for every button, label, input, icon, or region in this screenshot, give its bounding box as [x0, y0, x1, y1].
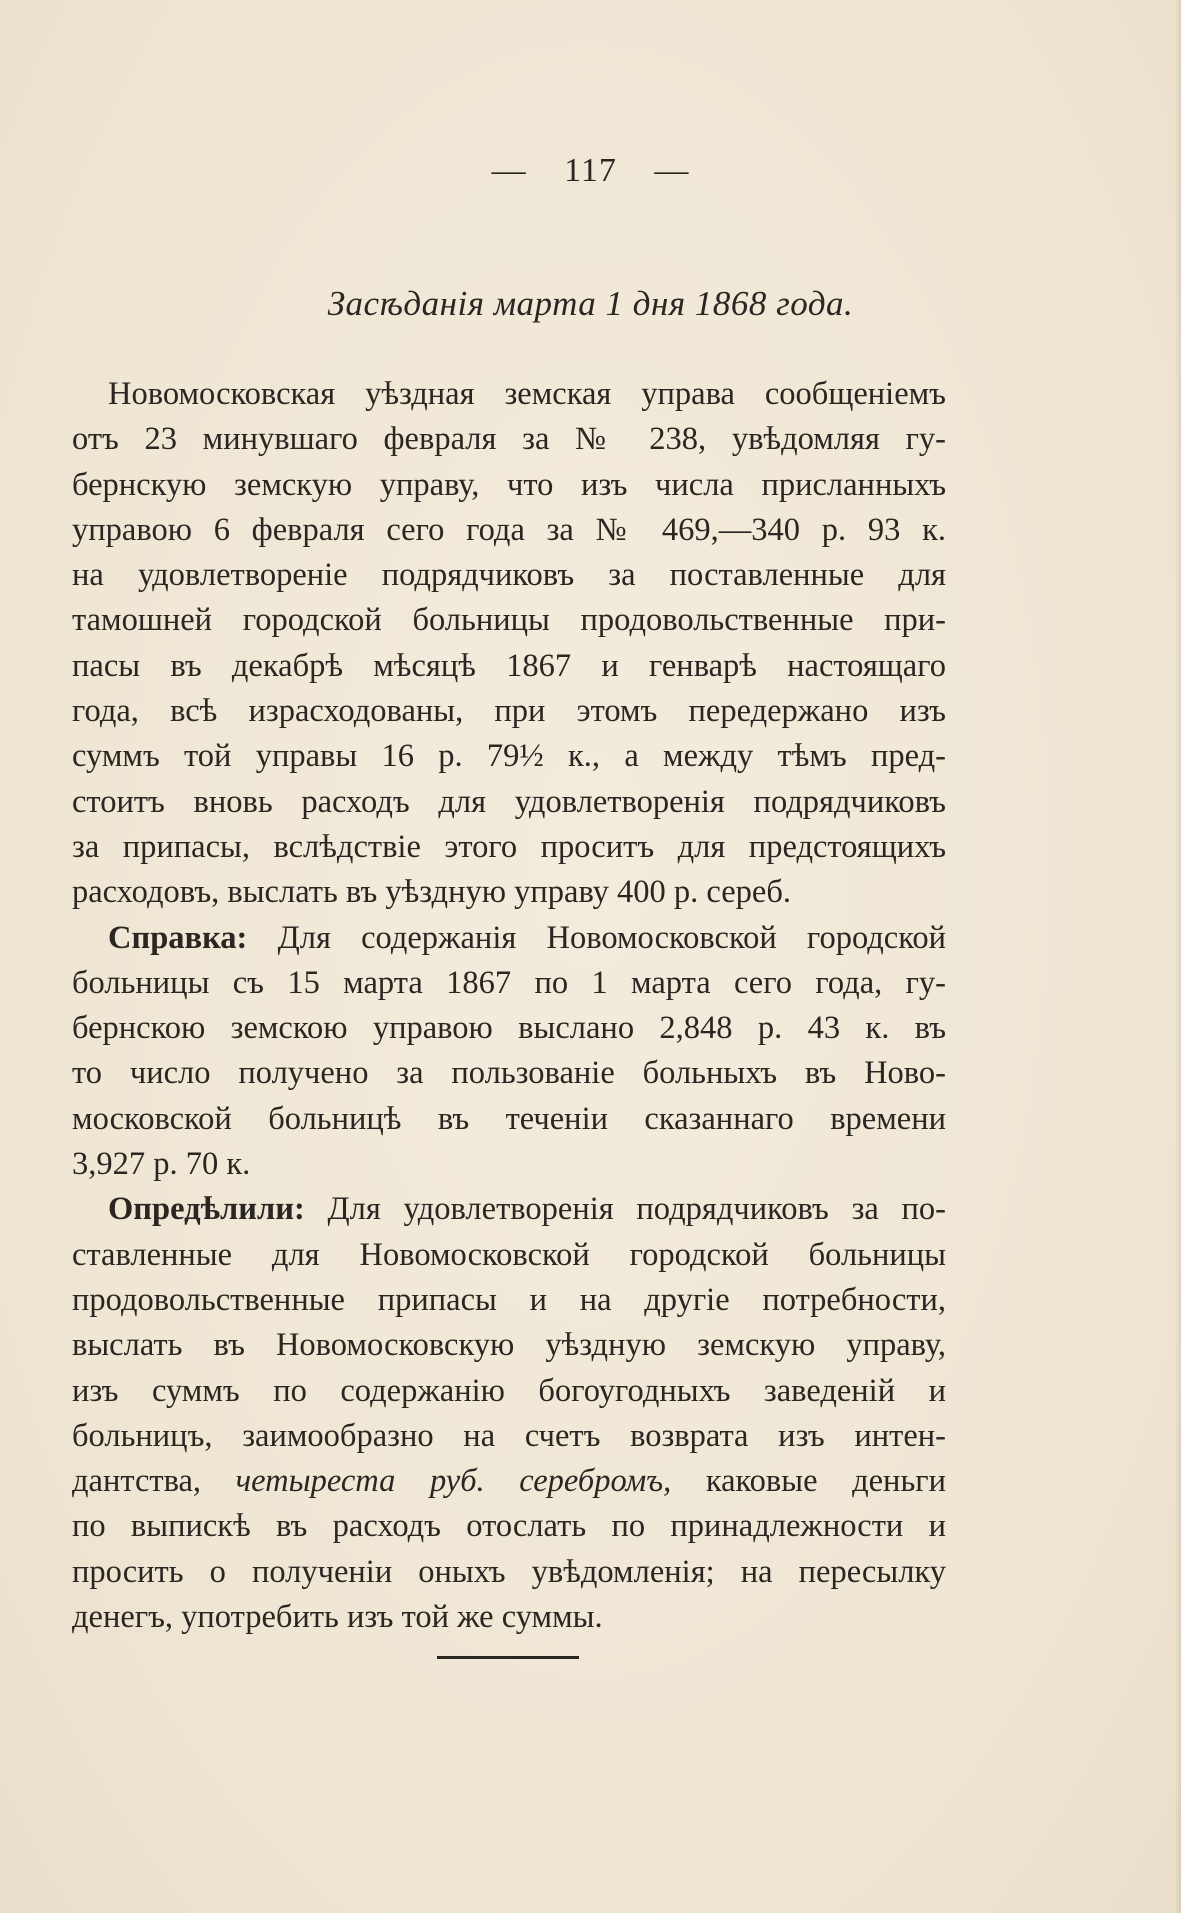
text-line: 3,927 р. 70 к. — [72, 1146, 251, 1183]
page-edge-shadow — [1175, 0, 1181, 1913]
text-line: больницы съ 15 марта 1867 по 1 марта сего года, гу- — [72, 964, 946, 1001]
text-line: пасы въ декабрѣ мѣсяцѣ 1867 и генварѣ настоящаго — [72, 647, 946, 684]
text-line: бернскою земскою управою выслано 2,848 р. 43 к. въ — [72, 1010, 946, 1047]
header-dash-left: — — [491, 152, 527, 189]
text-line: то число получено за пользованіе больныхъ въ Ново- — [72, 1055, 946, 1092]
page-number: 117 — [564, 152, 617, 189]
text-line: Новомосковская уѣздная земская управа сообщеніемъ — [108, 376, 946, 412]
text-line: тамошней городской больницы продовольственные при- — [72, 602, 946, 639]
text-line: года, всѣ израсходованы, при этомъ передержано изъ — [72, 693, 946, 730]
resolution-first-text: Для удовлетворенія подрядчиковъ за по- — [327, 1191, 946, 1228]
text-line: изъ суммъ по содержанію богоугодныхъ заведеній и — [72, 1372, 946, 1409]
text-line — [72, 916, 946, 961]
text-line: денегъ, употребить изъ той же суммы. — [72, 1599, 603, 1636]
italic-amount: четыреста руб. серебромъ, — [235, 1463, 672, 1500]
header-dash-right: — — [654, 152, 690, 189]
text-line: стоитъ вновь расходъ для удовлетворенія подрядчиковъ — [72, 783, 946, 820]
text-line: расходовъ, выслать въ уѣздную управу 400 р. сереб. — [72, 874, 792, 911]
resolution-label: Опредѣлили: — [108, 1191, 305, 1228]
page-body — [72, 372, 946, 1640]
paragraph-resolution — [72, 1187, 946, 1640]
text-line: по выпискѣ въ расходъ отослать по принадлежности и — [72, 1508, 946, 1545]
text-line: на удовлетвореніе подрядчиковъ за поставленные для — [72, 557, 946, 594]
paragraph-reference — [72, 916, 946, 1188]
section-end-rule — [437, 1656, 579, 1659]
text-line — [72, 1459, 946, 1504]
text-line: просить о полученіи оныхъ увѣдомленія; на пересылку — [72, 1553, 946, 1590]
text-line: ставленные для Новомосковской городской больницы — [72, 1236, 946, 1273]
text-line: отъ 23 минувшаго февраля за № 238, увѣдомляя гу- — [72, 421, 946, 458]
text-line: московской больницѣ въ теченіи сказаннаго времени — [72, 1100, 946, 1137]
paragraph-report — [72, 372, 946, 916]
page-header — [0, 152, 1181, 190]
italic-line-prefix: дантства, — [72, 1463, 202, 1500]
section-title: Засѣданія марта 1 дня 1868 года. — [327, 284, 854, 323]
reference-label: Справка: — [108, 919, 248, 956]
reference-first-text: Для содержанія Новомосковской городской — [277, 919, 946, 956]
italic-line-suffix: каковые деньги — [705, 1463, 946, 1500]
text-line: больницъ, заимообразно на счетъ возврата изъ интен- — [72, 1417, 946, 1454]
text-line — [72, 1187, 946, 1232]
text-line: выслать въ Новомосковскую уѣздную земскую управу, — [72, 1327, 946, 1364]
text-line: продовольственные припасы и на другіе потребности, — [72, 1281, 946, 1318]
text-line: суммъ той управы 16 р. 79½ к., а между тѣмъ пред- — [72, 738, 946, 775]
text-line: управою 6 февраля сего года за № 469,—340 р. 93 к. — [72, 511, 946, 548]
text-line: бернскую земскую управу, что изъ числа присланныхъ — [72, 466, 946, 503]
text-line: за припасы, вслѣдствіе этого проситъ для предстоящихъ — [72, 828, 946, 865]
